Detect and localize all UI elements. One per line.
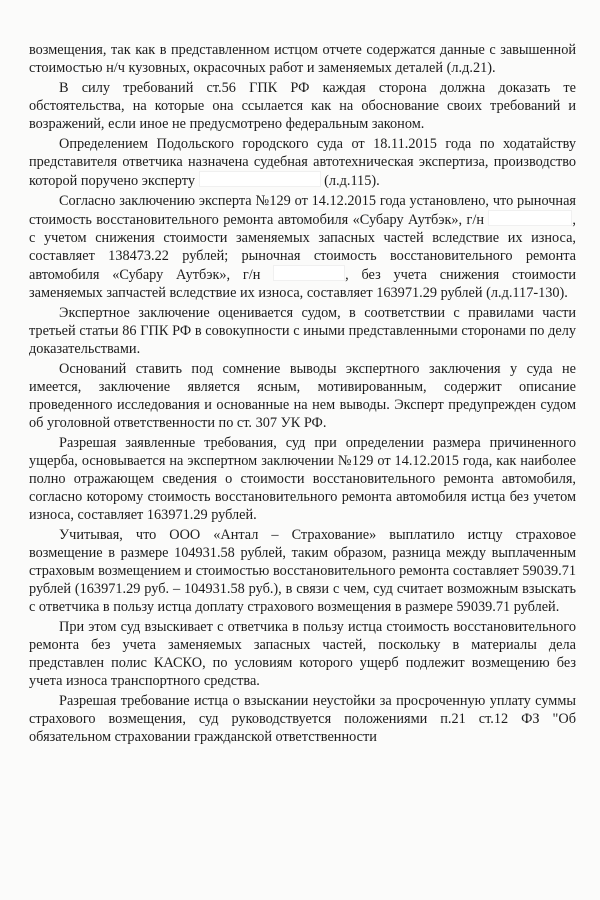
paragraph-text: (л.д.115). bbox=[324, 172, 380, 189]
redacted-expert-name bbox=[199, 171, 321, 187]
paragraph: Разрешая заявленные требования, суд при определении размера причиненного ущерба, основывается на экспертном заключении №129 от 14.12.2015 года, как наиболее полно отражающем сведения о стоимости восстановительного ремонта автомобиля, согласно которому стоимость восстановительного ремонта автомобиля истца без учетом износа, составляет 163971.29 рублей. bbox=[29, 434, 576, 523]
paragraph: Разрешая требование истца о взыскании неустойки за просроченную уплату суммы страхового возмещения, суд руководствуется положениями п.21 ст.12 ФЗ "Об обязательном страховании гражданской ответственности bbox=[29, 692, 576, 745]
redacted-plate-number bbox=[488, 210, 572, 226]
paragraph: Оснований ставить под сомнение выводы экспертного заключения у суда не имеется, заключение является ясным, мотивированным, содержит описание проведенного исследования и основанные на нем выводы. Эксперт предупрежден судом об уголовной ответственности по ст. 307 УК РФ. bbox=[29, 360, 576, 431]
paragraph: Экспертное заключение оценивается судом, в соответствии с правилами части третьей статьи 86 ГПК РФ в совокупности с иными представленными сторонами по делу доказательствами. bbox=[29, 304, 576, 357]
paragraph: При этом суд взыскивает с ответчика в пользу истца стоимость восстановительного ремонта без учета заменяемых запасных частей, поскольку в материалы дела представлен полис КАСКО, по условиям которого ущерб подлежит возмещению без учета износа транспортного средства. bbox=[29, 618, 576, 689]
paragraph-text: , без учета снижения стоимости заменяемых запчастей вследствие их износа, составляет 163971.29 рублей (л.д.117-130). bbox=[29, 266, 577, 301]
paragraph: возмещения, так как в представленном истцом отчете содержатся данные с завышенной стоимостью н/ч кузовных, окрасочных работ и заменяемых деталей (л.д.21). bbox=[29, 42, 576, 77]
redacted-plate-number bbox=[273, 265, 345, 281]
paragraph-text: Согласно заключению эксперта №129 от 14.12.2015 года установлено, что рыночная стоимость восстановительного ремонта автомобиля «Субару Аутбэк», г/н bbox=[29, 192, 576, 228]
paragraph: В силу требований ст.56 ГПК РФ каждая сторона должна доказать те обстоятельства, на которые она ссылается как на обоснование своих требований и возражений, если иное не предусмотрено федеральным законом. bbox=[29, 79, 576, 132]
paragraph bbox=[29, 192, 576, 303]
paragraph-text: Определением Подольского городского суда от 18.11.2015 года по ходатайству представителя ответчика назначена судебная автотехническая экспертиза, производство которой поручено эксперту bbox=[29, 135, 576, 189]
paragraph: Учитывая, что ООО «Антал – Страхование» выплатило истцу страховое возмещение в размере 104931.58 рублей, таким образом, разница между выплаченным страховым возмещением и стоимостью восстановительного ремонта составляет 59039.71 рублей (163971.29 руб. – 104931.58 руб.), в связи с чем, суд считает возможным взыскать с ответчика в пользу истца доплату страхового возмещения в размере 59039.71 рублей. bbox=[29, 526, 576, 615]
paragraph-text: , с учетом снижения стоимости заменяемых запасных частей вследствие их износа, составляет 138473.22 рублей; рыночная стоимость восстановительного ремонта автомобиля «Субару Аутбэк», г/н bbox=[29, 211, 576, 283]
paragraph bbox=[29, 135, 576, 190]
